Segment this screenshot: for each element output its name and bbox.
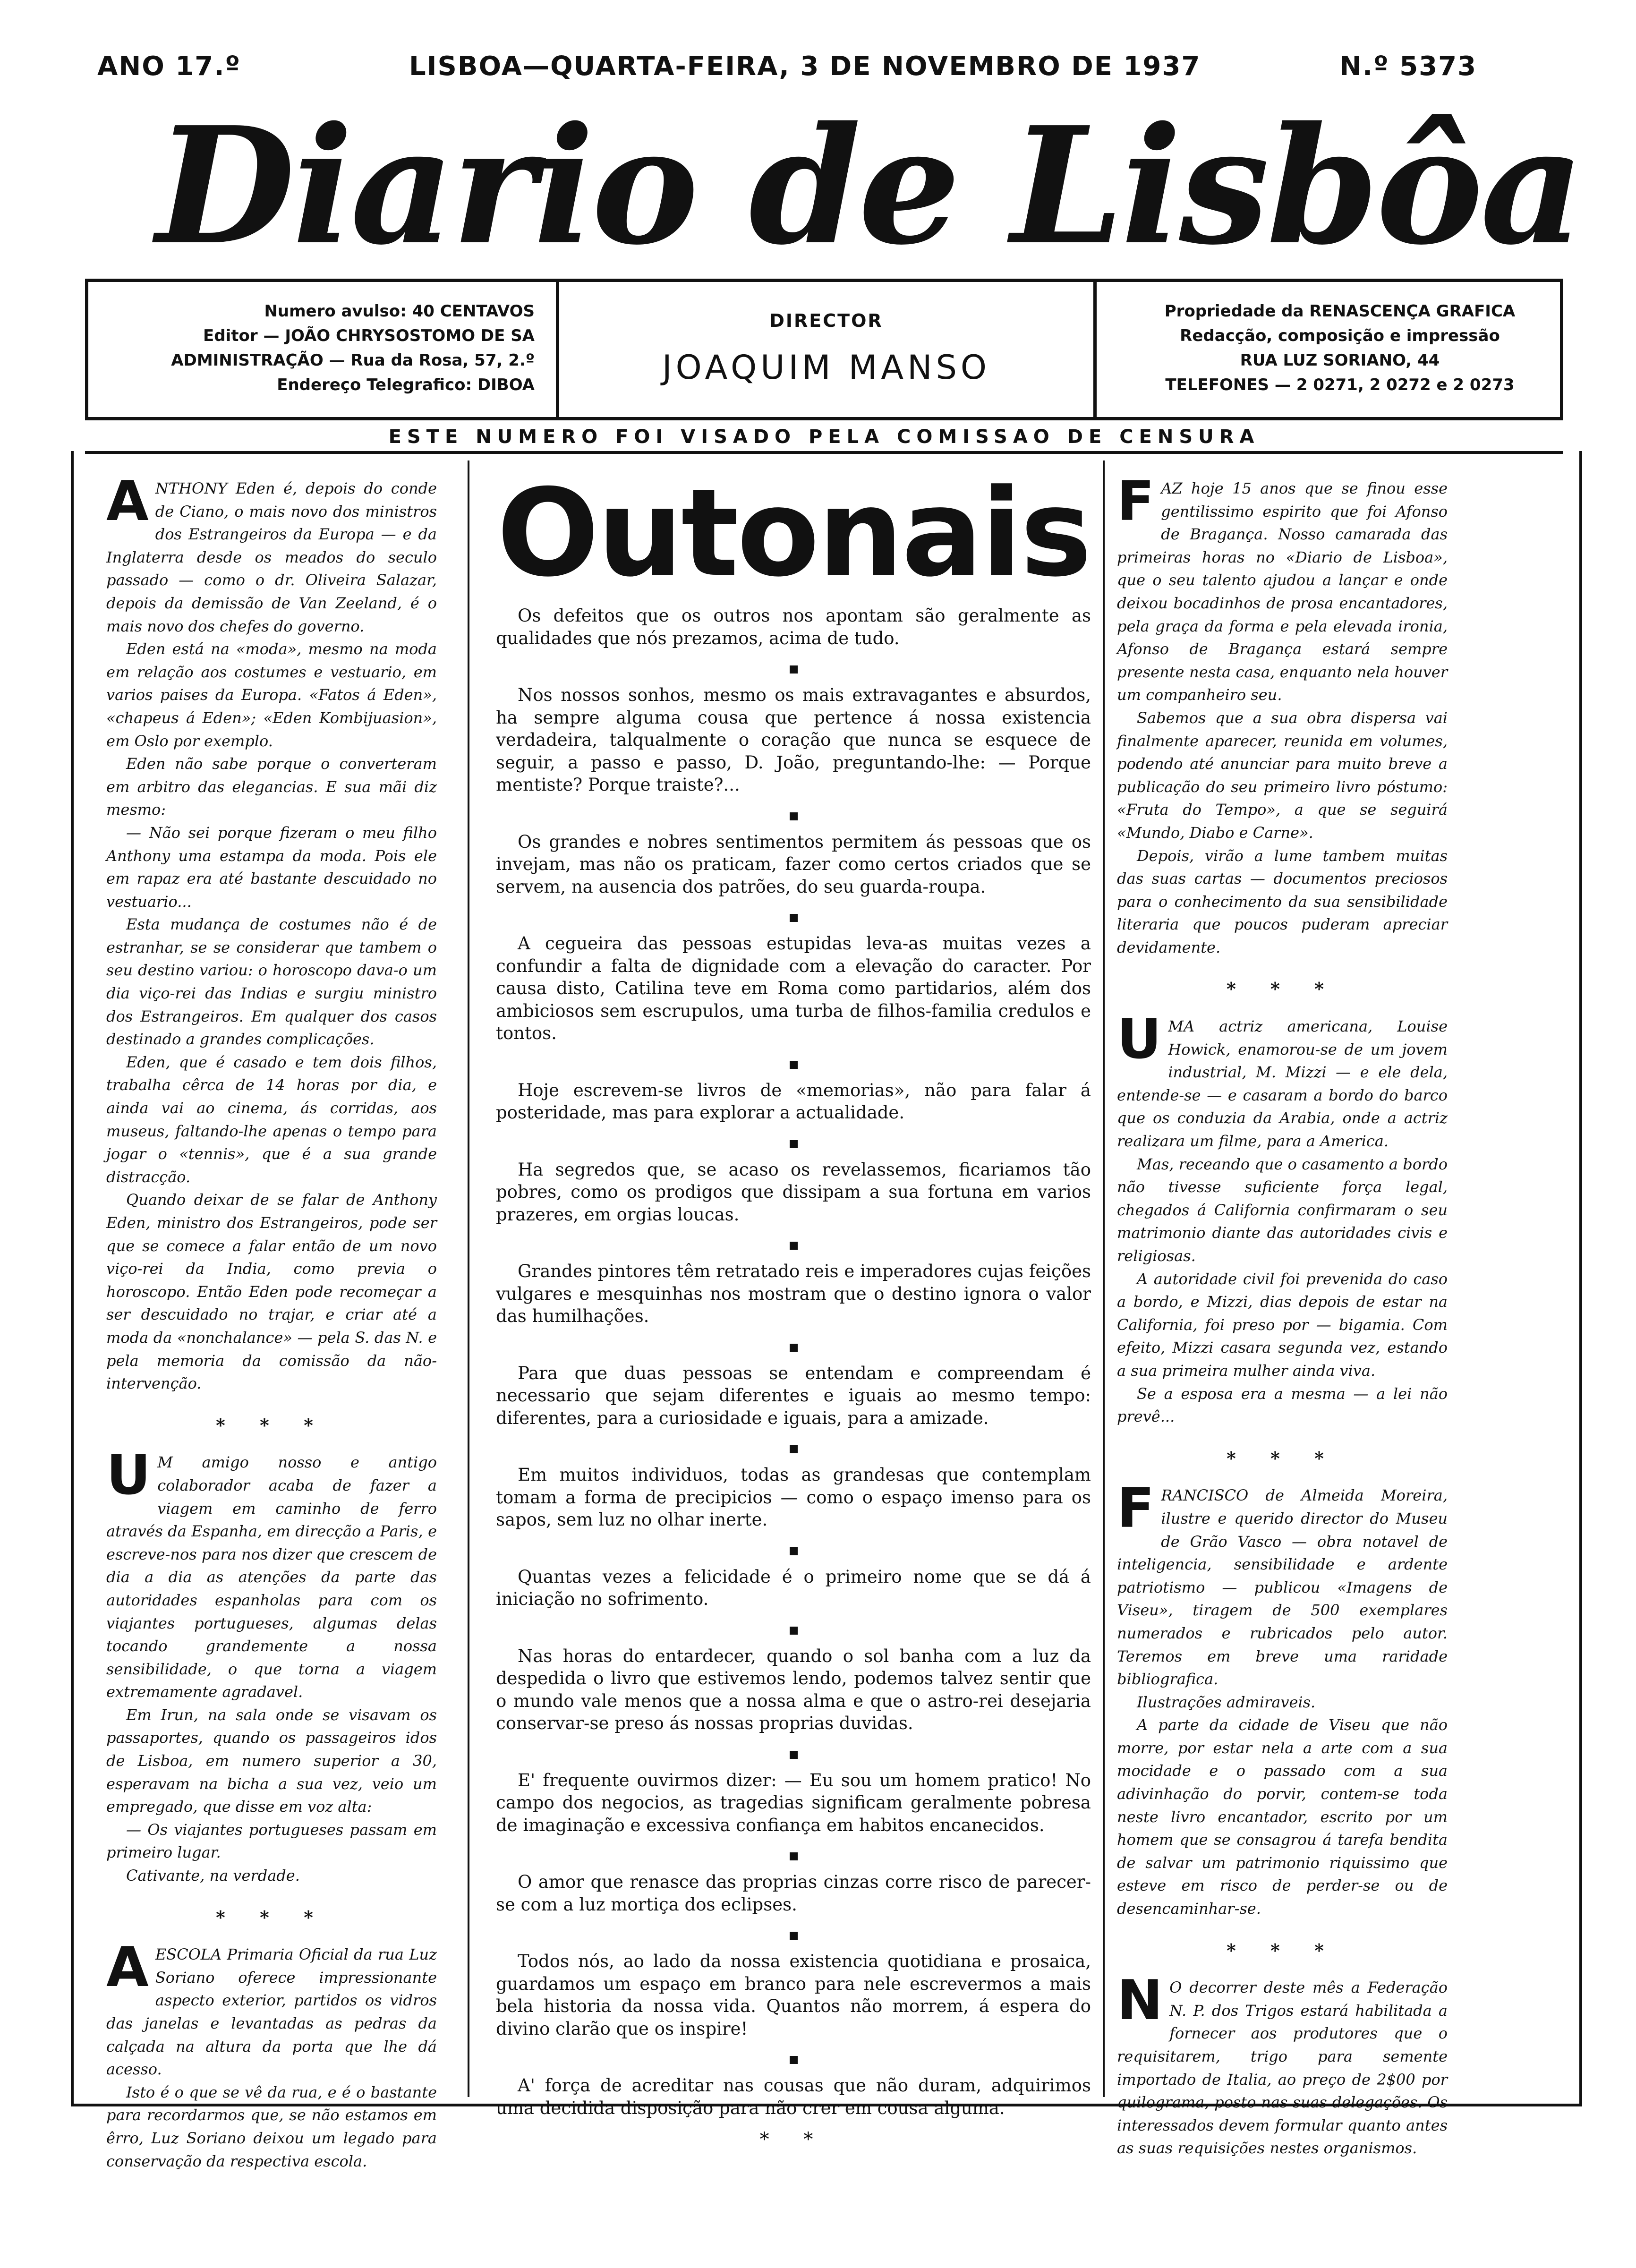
bullet-separator xyxy=(790,1751,798,1759)
header-line xyxy=(93,51,1477,94)
end-mark: * * xyxy=(759,2129,827,2150)
bullet-separator xyxy=(790,1061,798,1069)
aphorism: Os defeitos que os outros nos apontam são geralmente as qualidades que nós prezamos, acima de tudo. xyxy=(496,605,1091,648)
article-paragraph: Isto é o que se vê da rua, e é o bastante para recordarmos que, se não estamos em êrro, Luz Soriano deixou um legado para conservação da respectiva escola. xyxy=(106,2083,437,2170)
address-line: RUA LUZ SORIANO, 44 xyxy=(1240,351,1440,370)
article-paragraph: FRANCISCO de Almeida Moreira, ilustre e querido director do Museu de Grão Vasco — obra notavel de inteligencia, sensibilidade e ardente patriotismo — publicou «Imagens de Viseu», tiragem de 500 exemplares numerados e rubricados pelo autor. Teremos em breve uma raridade bibliografica. xyxy=(1117,1476,1448,1688)
price-line: Numero avulso: 40 CENTAVOS xyxy=(264,302,535,321)
left-column xyxy=(106,469,437,2173)
telegraph-line: Endereço Telegrafico: DIBOA xyxy=(277,375,535,394)
article-paragraph: — Não sei porque fizeram o meu filho Anthony uma estampa da moda. Pois ele em rapaz era até bastante descuidado no vestuario... xyxy=(106,823,437,911)
publication-info xyxy=(88,282,554,417)
section-separator: * * * xyxy=(215,1906,328,1928)
article-paragraph: UMA actriz americana, Louise Howick, enamorou-se de um jovem industrial, M. Mizzi — e ele dela, entende-se — e casaram a bordo do barco que os conduzia da Arabia, onde a actriz realizara um filme, para a America. xyxy=(1117,1007,1448,1151)
drop-cap: A xyxy=(106,469,149,533)
aphorism: Hoje escrevem-se livros de «memorias», não para falar á posteridade, mas para explorar a actualidade. xyxy=(496,1080,1091,1123)
aphorism: Quantas vezes a felicidade é o primeiro nome que se dá á iniciação no sofrimento. xyxy=(496,1566,1091,1609)
article-paragraph: A parte da cidade de Viseu que não morre, por estar nela a arte com a sua mocidade e o passado com a sua adivinhação do porvir, contem-se toda neste livro encantador, escrito por um homem que se consagrou á tarefa bendita de salvar um patrimonio riquissimo que esteve em risco de perder-se ou de desencaminhar-se. xyxy=(1117,1716,1448,1918)
article-paragraph: Esta mudança de costumes não é de estranhar, se se considerar que tambem o seu destino variou: o horoscopo dava-o um dia viço-rei das Indias e surgiu ministro dos Estrangeiros. Em qualquer dos casos destinado a grandes complicações. xyxy=(106,915,437,1049)
article-paragraph: ANTHONY Eden é, depois do conde de Ciano, o mais novo dos ministros dos Estrangeiros da Europa — e da Inglaterra desde os meados do seculo passado — como o dr. Oliveira Salazar, depois da demissão de Van Zeeland, é o mais novo dos chefes do governo. xyxy=(106,469,437,635)
masthead-title: Diario de Lisbôa xyxy=(156,92,1582,281)
article-paragraph: Eden não sabe porque o converteram em arbitro das elegancias. E sua mãi diz mesmo: xyxy=(106,755,437,819)
aphorism: E' frequente ouvirmos dizer: — Eu sou um homem pratico! No campo dos negocios, as tragedias significam geralmente pobresa de imaginação e excessiva confiança em habitos encanecidos. xyxy=(496,1770,1091,1835)
article-paragraph: Ilustrações admiraveis. xyxy=(1137,1693,1316,1711)
info-box xyxy=(85,279,1563,420)
bullet-separator xyxy=(790,812,798,820)
article-paragraph: Mas, receando que o casamento a bordo não tivesse suficiente força legal, chegados á California confirmaram o seu matrimonio diante das autoridades civis e religiosas. xyxy=(1117,1155,1448,1265)
article-paragraph: Eden, que é casado e tem dois filhos, trabalha cêrca de 14 horas por dia, e ainda vai ao cinema, ás corridas, aos museus, faltando-lhe apenas o tempo para jogar o «tennis», que é a sua grande distracção. xyxy=(106,1053,437,1186)
administration-line: ADMINISTRAÇÃO — Rua da Rosa, 57, 2.º xyxy=(171,351,535,370)
article-paragraph: Em Irun, na sala onde se visavam os passaportes, quando os passageiros idos de Lisboa, em numero superior a 30, esperavam na bicha a sua vez, veio um empregado, que disse em voz alta: xyxy=(106,1705,437,1816)
aphorism: Em muitos individuos, todas as grandesas que contemplam tomam a forma de precipicios — como o espaço imenso para os sapos, sem luz no olhar inerte. xyxy=(496,1465,1091,1530)
drop-cap: F xyxy=(1117,469,1155,533)
bullet-separator xyxy=(790,1852,798,1860)
bullet-separator xyxy=(790,914,798,922)
drop-cap: U xyxy=(1117,1007,1162,1072)
article-paragraph: Sabemos que a sua obra dispersa vai finalmente aparecer, reunida em volumes, podendo até anunciar para muito breve a publicação do seu primeiro livro póstumo: «Fruta do Tempo», a que se seguirá «Mundo, Diabo e Carne». xyxy=(1117,708,1448,842)
drop-cap: U xyxy=(106,1443,151,1508)
bullet-separator xyxy=(790,1932,798,1940)
right-column xyxy=(1117,469,1448,2160)
article-paragraph: Quando deixar de se falar de Anthony Eden, ministro dos Estrangeiros, pode ser que se comece a falar então de um novo viço-rei da India, como previa o horoscopo. Então Eden pode recomeçar a ser descuidado no trajar, e criar até a moda da «nonchalance» — pela S. das N. e pela memoria da comissão da não-intervenção. xyxy=(106,1191,437,1393)
aphorism: Grandes pintores têm retratado reis e imperadores cujas feições vulgares e mesquinhas nos mostram que o destino ignora o valor das humilhações. xyxy=(496,1261,1091,1326)
column-divider-right xyxy=(1103,460,1105,2097)
dateline: LISBOA—QUARTA-FEIRA, 3 DE NOVEMBRO DE 1937 xyxy=(409,51,1201,82)
director-block xyxy=(556,282,1097,417)
article-paragraph: Cativante, na verdade. xyxy=(126,1867,300,1885)
bullet-separator xyxy=(790,1344,798,1352)
director-name: JOAQUIM MANSO xyxy=(662,348,990,387)
aphorism: Nos nossos sonhos, mesmo os mais extravagantes e absurdos, ha sempre alguma cousa que pertence á nossa existencia verdadeira, talqualmente o coração que nunca se esquece de seguir, a passo e passo, D. João, preguntando-lhe: — Porque mentiste? Porque traiste?... xyxy=(496,685,1091,795)
drop-cap: N xyxy=(1117,1969,1163,2033)
column-divider-left xyxy=(468,460,469,2097)
section-separator: * * * xyxy=(1226,1939,1338,1961)
editorial-line: Redacção, composição e impressão xyxy=(1180,326,1500,345)
year-label: ANO 17.º xyxy=(97,51,241,82)
article-paragraph: FAZ hoje 15 anos que se finou esse gentilissimo espirito que foi Afonso de Bragança. Nosso camarada das primeiras horas no «Diario de Lisboa», que o seu talento ajudou a lançar e onde deixou bocadinhos de prosa encantadores, pela graça da forma e pela elevada ironia, Afonso de Bragança estará sempre presente nesta casa, enquanto nela houver um companheiro seu. xyxy=(1117,469,1448,704)
bullet-separator xyxy=(790,665,798,674)
issue-number: N.º 5373 xyxy=(1339,51,1477,82)
article-paragraph: A autoridade civil foi prevenida do caso a bordo, e Mizzi, dias depois de estar na California, foi preso por — bigamia. Com efeito, Mizzi casara segunda vez, estando a sua primeira mulher ainda viva. xyxy=(1117,1270,1448,1380)
ownership-info xyxy=(1097,282,1564,417)
aphorism: Para que duas pessoas se entendam e compreendam é necessario que sejam diferentes e iguais ao mesmo tempo: diferentes, para a curiosidade e iguais, para a amizade. xyxy=(496,1363,1091,1428)
article-paragraph: Se a esposa era a mesma — a lei não prevê... xyxy=(1117,1384,1448,1426)
bullet-separator xyxy=(790,1140,798,1148)
article-paragraph: AESCOLA Primaria Oficial da rua Luz Soriano oferece impressionante aspecto exterior, partidos os vidros das janelas e levantadas as pedras da calçada na altura da porta que lhe dá acesso. xyxy=(106,1935,437,2079)
aphorism: Nas horas do entardecer, quando o sol banha com a luz da despedida o livro que estivemos lendo, podemos talvez sentir que o mundo vale menos que a nossa alma e que o astro-rei desejaria conservar-se preso ás nossas proprias duvidas. xyxy=(496,1646,1091,1733)
editor-line: Editor — JOÃO CHRYSOSTOMO DE SA xyxy=(203,326,535,345)
bullet-separator xyxy=(790,2056,798,2064)
center-column xyxy=(496,463,1091,2150)
bullet-separator xyxy=(790,1627,798,1635)
article-paragraph: U M amigo nosso e antigo colaborador acaba de fazer a viagem em caminho de ferro através da Espanha, em direcção a Paris, e escreve-nos para nos dizer que crescem de dia a dia as atenções da parte das autoridades espanholas para com os viajantes portugueses, algumas delas tocando grandemente a nossa sensibilidade, o que torna a viagem extremamente agradavel. xyxy=(106,1443,437,1701)
aphorism: A' força de acreditar nas cousas que não duram, adquirimos uma decidida disposição para não crer em cousa alguma. xyxy=(496,2075,1091,2118)
aphorism: A cegueira das pessoas estupidas leva-as muitas vezes a confundir a falta de dignidade com a elevação do caracter. Por causa disto, Catilina teve em Roma como partidarios, além dos ambiciosos sem escrupulos, uma turba de filhos-familia credulos e tontos. xyxy=(496,933,1091,1043)
article-paragraph: Depois, virão a lume tambem muitas das suas cartas — documentos preciosos para o conhecimento da sua sensibilidade literaria que poucos puderam apreciar devidamente. xyxy=(1117,846,1448,956)
drop-cap: A xyxy=(106,1935,149,2000)
aphorism: Ha segredos que, se acaso os revelassemos, ficariamos tão pobres, como os prodigos que dissipam a sua fortuna em varios prazeres, em orgias loucas. xyxy=(496,1159,1091,1225)
bullet-separator xyxy=(790,1445,798,1453)
phones-line: TELEFONES — 2 0271, 2 0272 e 2 0273 xyxy=(1165,375,1515,394)
feature-title: Outonais xyxy=(496,463,1091,604)
aphorism: Os grandes e nobres sentimentos permitem ás pessoas que os invejam, mas não os praticam, fazer como certos criados que se servem, na ausencia dos patrões, do seu guarda-roupa. xyxy=(496,831,1091,897)
section-separator: * * * xyxy=(1226,978,1338,1000)
director-label: DIRECTOR xyxy=(769,310,883,331)
bullet-separator xyxy=(790,1242,798,1250)
article-paragraph: N O decorrer deste mês a Federação N. P. dos Trigos estará habilitada a fornecer aos produtores que o requisitarem, trigo para semente importado de Italia, ao preço de 2$00 por quilograma, posto nas suas delegações. Os interessados devem formular quanto antes as suas requisições nestes organismos. xyxy=(1117,1969,1448,2157)
section-separator: * * * xyxy=(215,1414,328,1436)
aphorism: Todos nós, ao lado da nossa existencia quotidiana e prosaica, guardamos um espaço em branco para nele escrevermos a mais bela historia da nossa vida. Quantos não morrem, á espera do divino clarão que os inspire! xyxy=(496,1951,1091,2039)
censorship-notice: ESTE NUMERO FOI VISADO PELA COMISSAO DE CENSURA xyxy=(85,423,1563,454)
article-paragraph: — Os viajantes portugueses passam em primeiro lugar. xyxy=(106,1820,437,1862)
bullet-separator xyxy=(790,1547,798,1555)
drop-cap: F xyxy=(1117,1476,1155,1541)
aphorism: O amor que renasce das proprias cinzas corre risco de parecer-se com a luz mortiça dos eclipses. xyxy=(496,1872,1091,1915)
owner-line: Propriedade da RENASCENÇA GRAFICA xyxy=(1164,302,1516,321)
section-separator: * * * xyxy=(1226,1447,1338,1469)
article-paragraph: Eden está na «moda», mesmo na moda em relação aos costumes e vestuario, em varios paises da Europa. «Fatos á Eden», «chapeus á Eden»; «Eden Kombijuasion», em Oslo por exemplo. xyxy=(106,640,437,750)
